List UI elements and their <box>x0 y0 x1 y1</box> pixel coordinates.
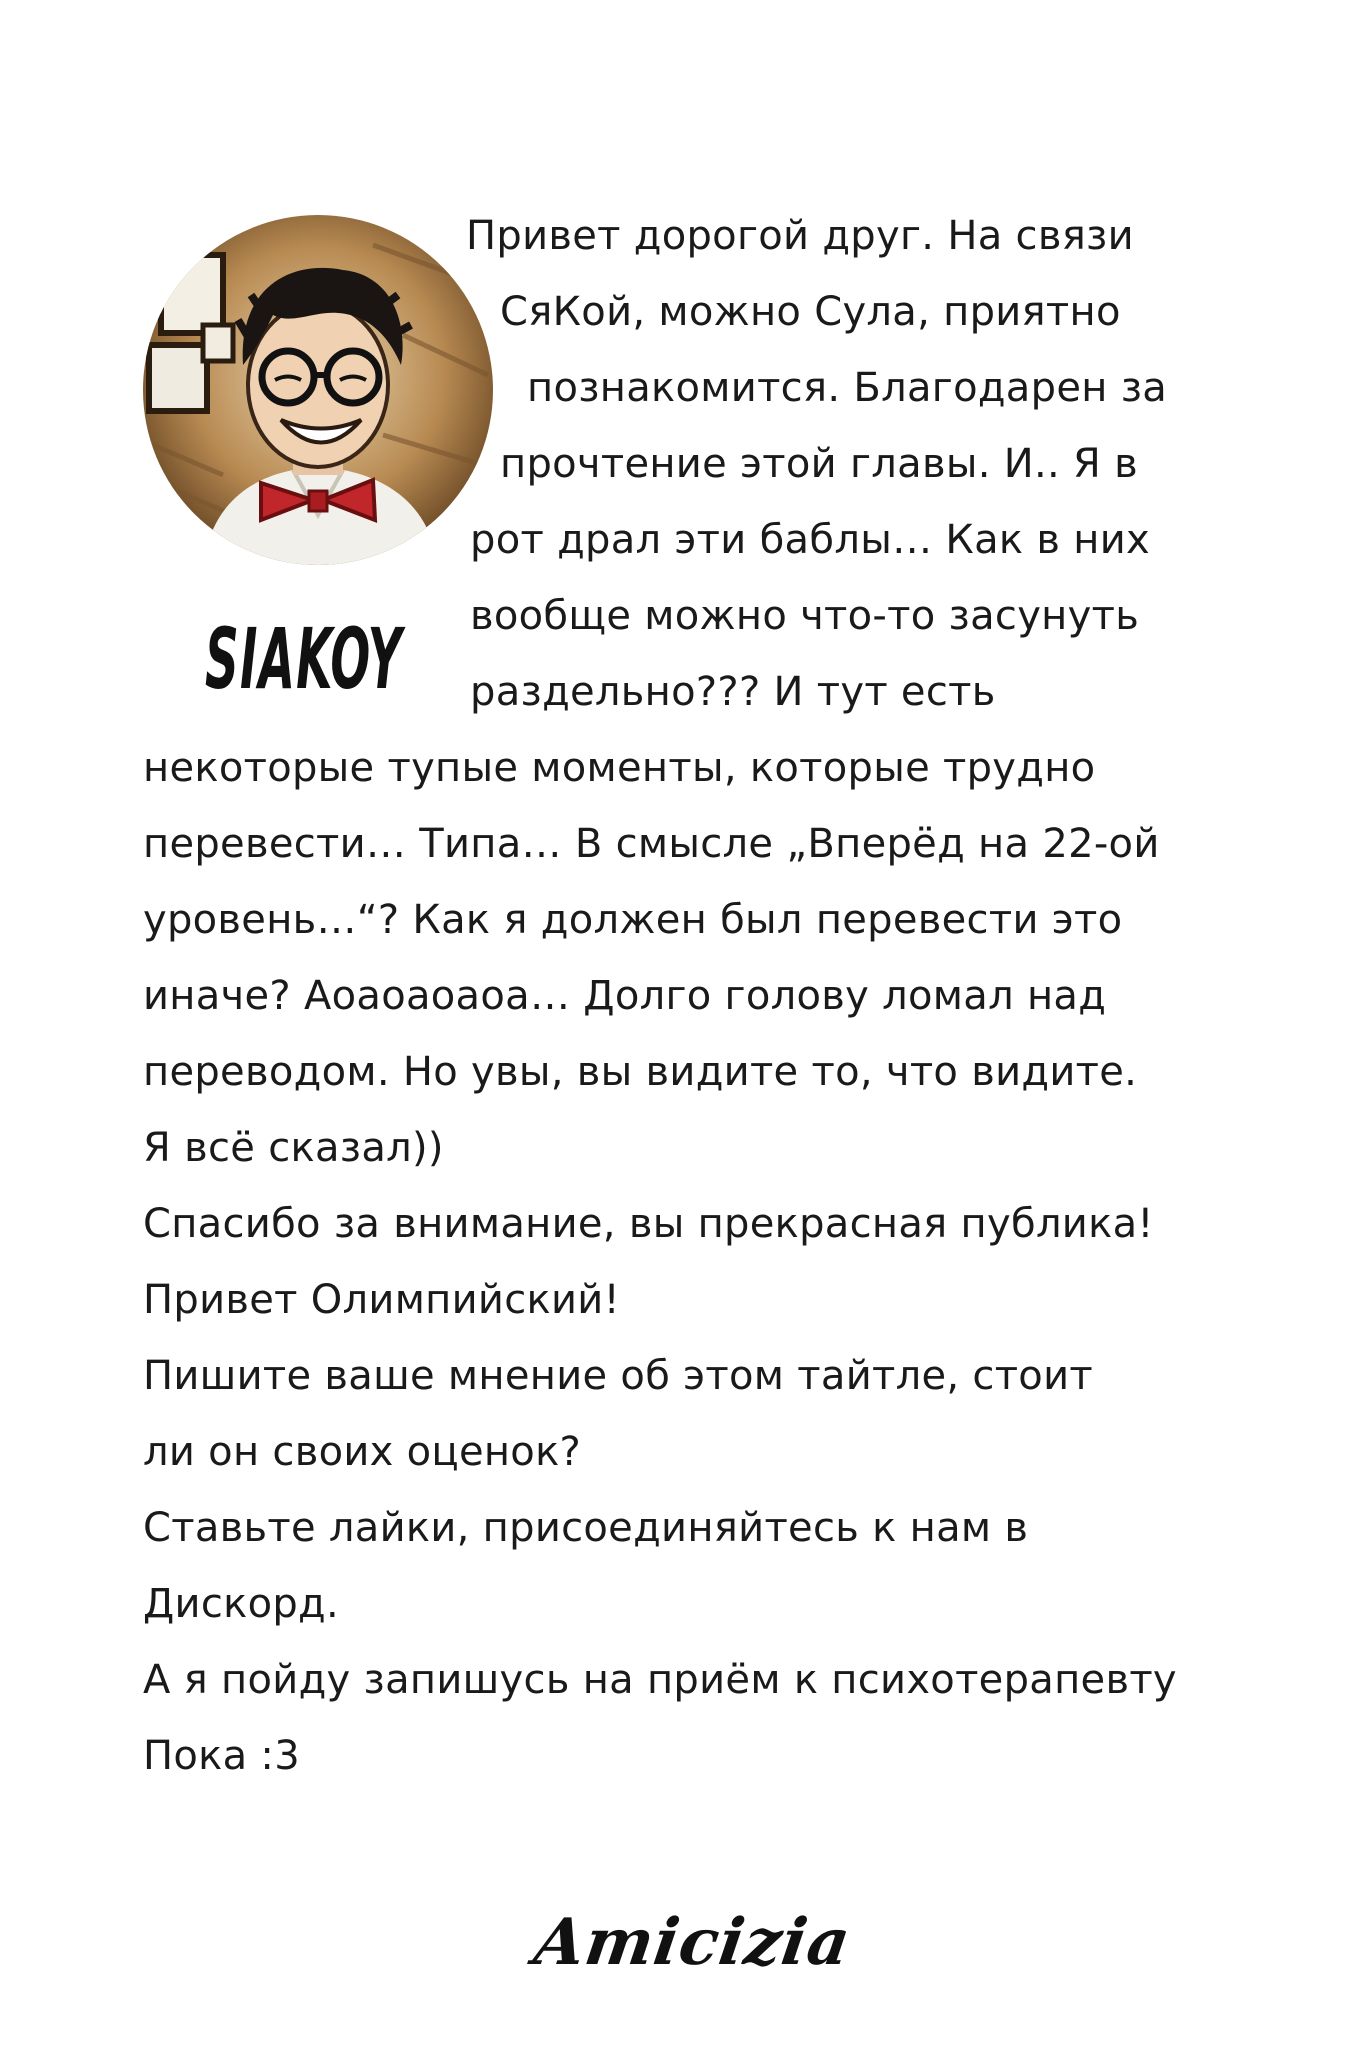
body-line: Ставьте лайки, присоединяйтесь к нам в <box>143 1505 1029 1551</box>
body-line: переводом. Но увы, вы видите то, что видите. <box>143 1049 1138 1095</box>
avatar-illustration <box>143 215 493 565</box>
intro-line: прочтение этой главы. И.. Я в <box>500 441 1138 487</box>
body-line: уровень…“? Как я должен был перевести это <box>143 897 1123 943</box>
intro-line: вообще можно что-то засунуть <box>470 593 1140 639</box>
author-avatar <box>143 215 493 565</box>
intro-line: СяКой, можно Сула, приятно <box>500 289 1121 335</box>
body-line: Пишите ваше мнение об этом тайтле, стоит <box>143 1353 1093 1399</box>
body-line: Дискорд. <box>143 1581 340 1627</box>
body-line: Я всё сказал)) <box>143 1125 444 1171</box>
body-line: перевести… Типа… В смысле „Вперёд на 22-ой <box>143 821 1160 867</box>
body-line: Привет Олимпийский! <box>143 1277 620 1323</box>
intro-line: Привет дорогой друг. На связи <box>466 213 1134 259</box>
body-line: некоторые тупые моменты, которые трудно <box>143 745 1096 791</box>
intro-line: познакомится. Благодарен за <box>527 365 1168 411</box>
body-line: иначе? Аоаоаоаоа… Долго голову ломал над <box>143 973 1107 1019</box>
intro-line: раздельно??? И тут есть <box>470 669 996 715</box>
intro-line: рот драл эти баблы… Как в них <box>470 517 1150 563</box>
brand-logo: Amicizia <box>529 1905 856 1980</box>
body-line: Спасибо за внимание, вы прекрасная публика! <box>143 1201 1154 1247</box>
body-line: ли он своих оценок? <box>143 1429 582 1475</box>
author-name: SIAKOY <box>205 610 403 708</box>
body-line: А я пойду запишусь на приём к психотерапевту <box>143 1657 1177 1703</box>
body-line: Пока :3 <box>143 1733 300 1779</box>
